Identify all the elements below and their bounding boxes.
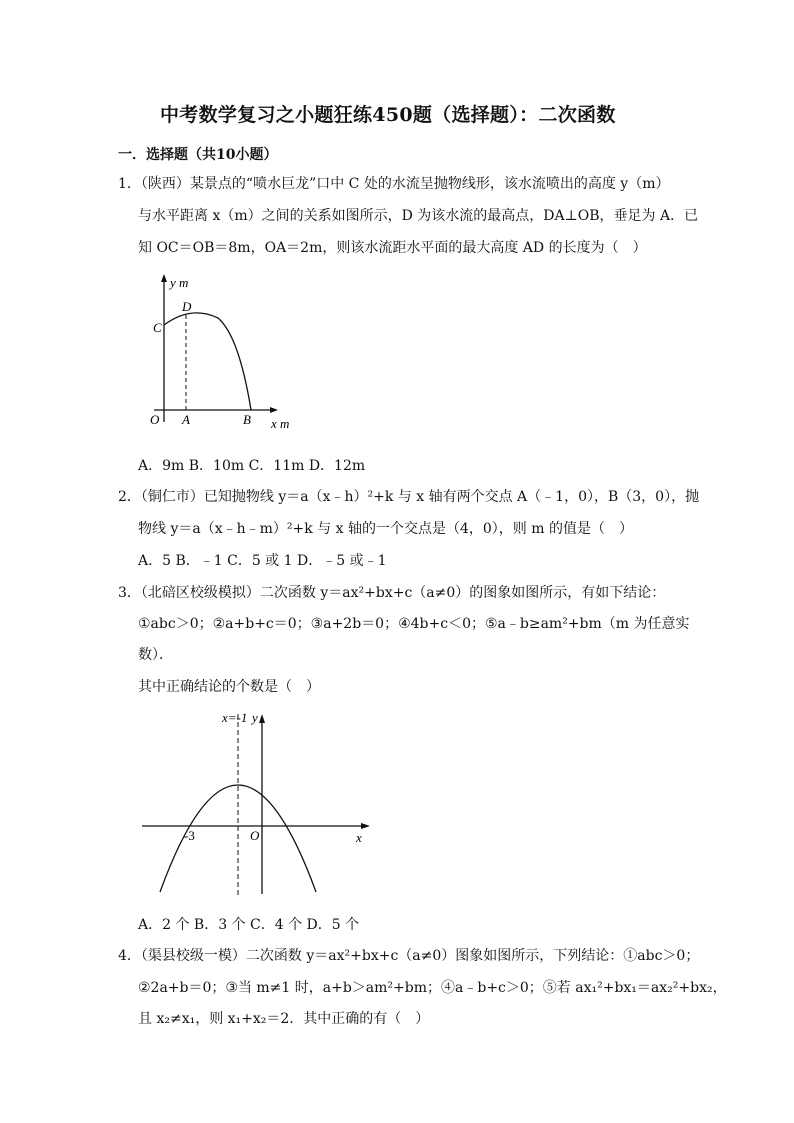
q1-label-b: B	[243, 412, 251, 427]
q4-line-3: 且 x₂≠x₁，则 x₁+x₂＝2．其中正确的有（ ）	[138, 1011, 430, 1027]
q3-line-3: 数）．	[138, 647, 173, 663]
q1-label-c: C	[153, 320, 162, 335]
q1-label-o: O	[150, 412, 160, 427]
q3-line-4: 其中正确结论的个数是（ ）	[138, 679, 320, 695]
q3-label-o: O	[250, 828, 260, 843]
q1-label-a: A	[182, 412, 190, 427]
section-heading: 一．选择题（共10小题）	[118, 147, 278, 163]
q4-line-2: ②2a+b＝0；③当 m≠1 时，a+b＞am²+bm；④a﹣b+c＞0；⑤若 ax₁²+bx₁＝ax₂²+bx₂，	[138, 980, 727, 996]
q3-options: A．2 个 B．3 个 C．4 个 D．5 个	[138, 917, 360, 933]
q1-line-3: 知 OC＝OB＝8m，OA＝2m，则该水流距水平面的最大高度 AD 的长度为（ ）	[138, 240, 647, 256]
q3-label-y: y	[252, 710, 258, 725]
q1-curve	[164, 313, 251, 410]
q4-line-1: 4．（渠县校级一模）二次函数 y＝ax²+bx+c（a≠0）图象如图所示，下列结论：①abc＞0；	[118, 948, 700, 964]
q2-options: A．5 B．﹣1 C．5 或 1 D．﹣5 或﹣1	[138, 553, 387, 569]
q3-x-arrow	[361, 823, 370, 829]
q1-y-arrow	[161, 274, 167, 282]
q3-parabola-figure	[140, 706, 380, 901]
q3-label-root: -3	[184, 828, 195, 843]
q1-line-1: 1．（陕西）某景点的“喷水巨龙”口中 C 处的水流呈抛物线形，该水流喷出的高度 y（m）	[118, 176, 670, 192]
q3-label-x: x	[356, 830, 362, 845]
q3-line-2: ①abc＞0；②a+b+c＝0；③a+2b＝0；④4b+c＜0；⑤a﹣b≥am²+bm（m 为任意实	[138, 616, 690, 632]
q3-line-1: 3．（北碚区校级模拟）二次函数 y＝ax²+bx+c（a≠0）的图象如图所示，有如下结论：	[118, 585, 666, 601]
q2-line-2: 物线 y＝a（x﹣h﹣m）²+k 与 x 轴的一个交点是（4，0），则 m 的值是（ ）	[138, 521, 633, 537]
q1-line-2: 与水平距离 x（m）之间的关系如图所示，D 为该水流的最高点，DA⊥OB，垂足为 A．已	[138, 208, 699, 224]
q1-label-x: x m	[271, 416, 290, 431]
q1-label-y: y m	[170, 275, 189, 290]
q1-label-d: D	[182, 299, 192, 314]
q3-label-axis: x=-1	[222, 710, 248, 725]
q3-y-arrow	[259, 714, 265, 723]
q2-line-1: 2．（铜仁市）已知抛物线 y＝a（x﹣h）²+k 与 x 轴有两个交点 A（﹣1，0），B（3，0），抛	[118, 489, 700, 505]
q1-parabola-figure	[140, 272, 310, 442]
q1-x-arrow	[270, 407, 278, 413]
q1-options: A．9m B．10m C．11m D．12m	[138, 458, 366, 474]
page-title: 中考数学复习之小题狂练450题（选择题）：二次函数	[160, 104, 616, 126]
